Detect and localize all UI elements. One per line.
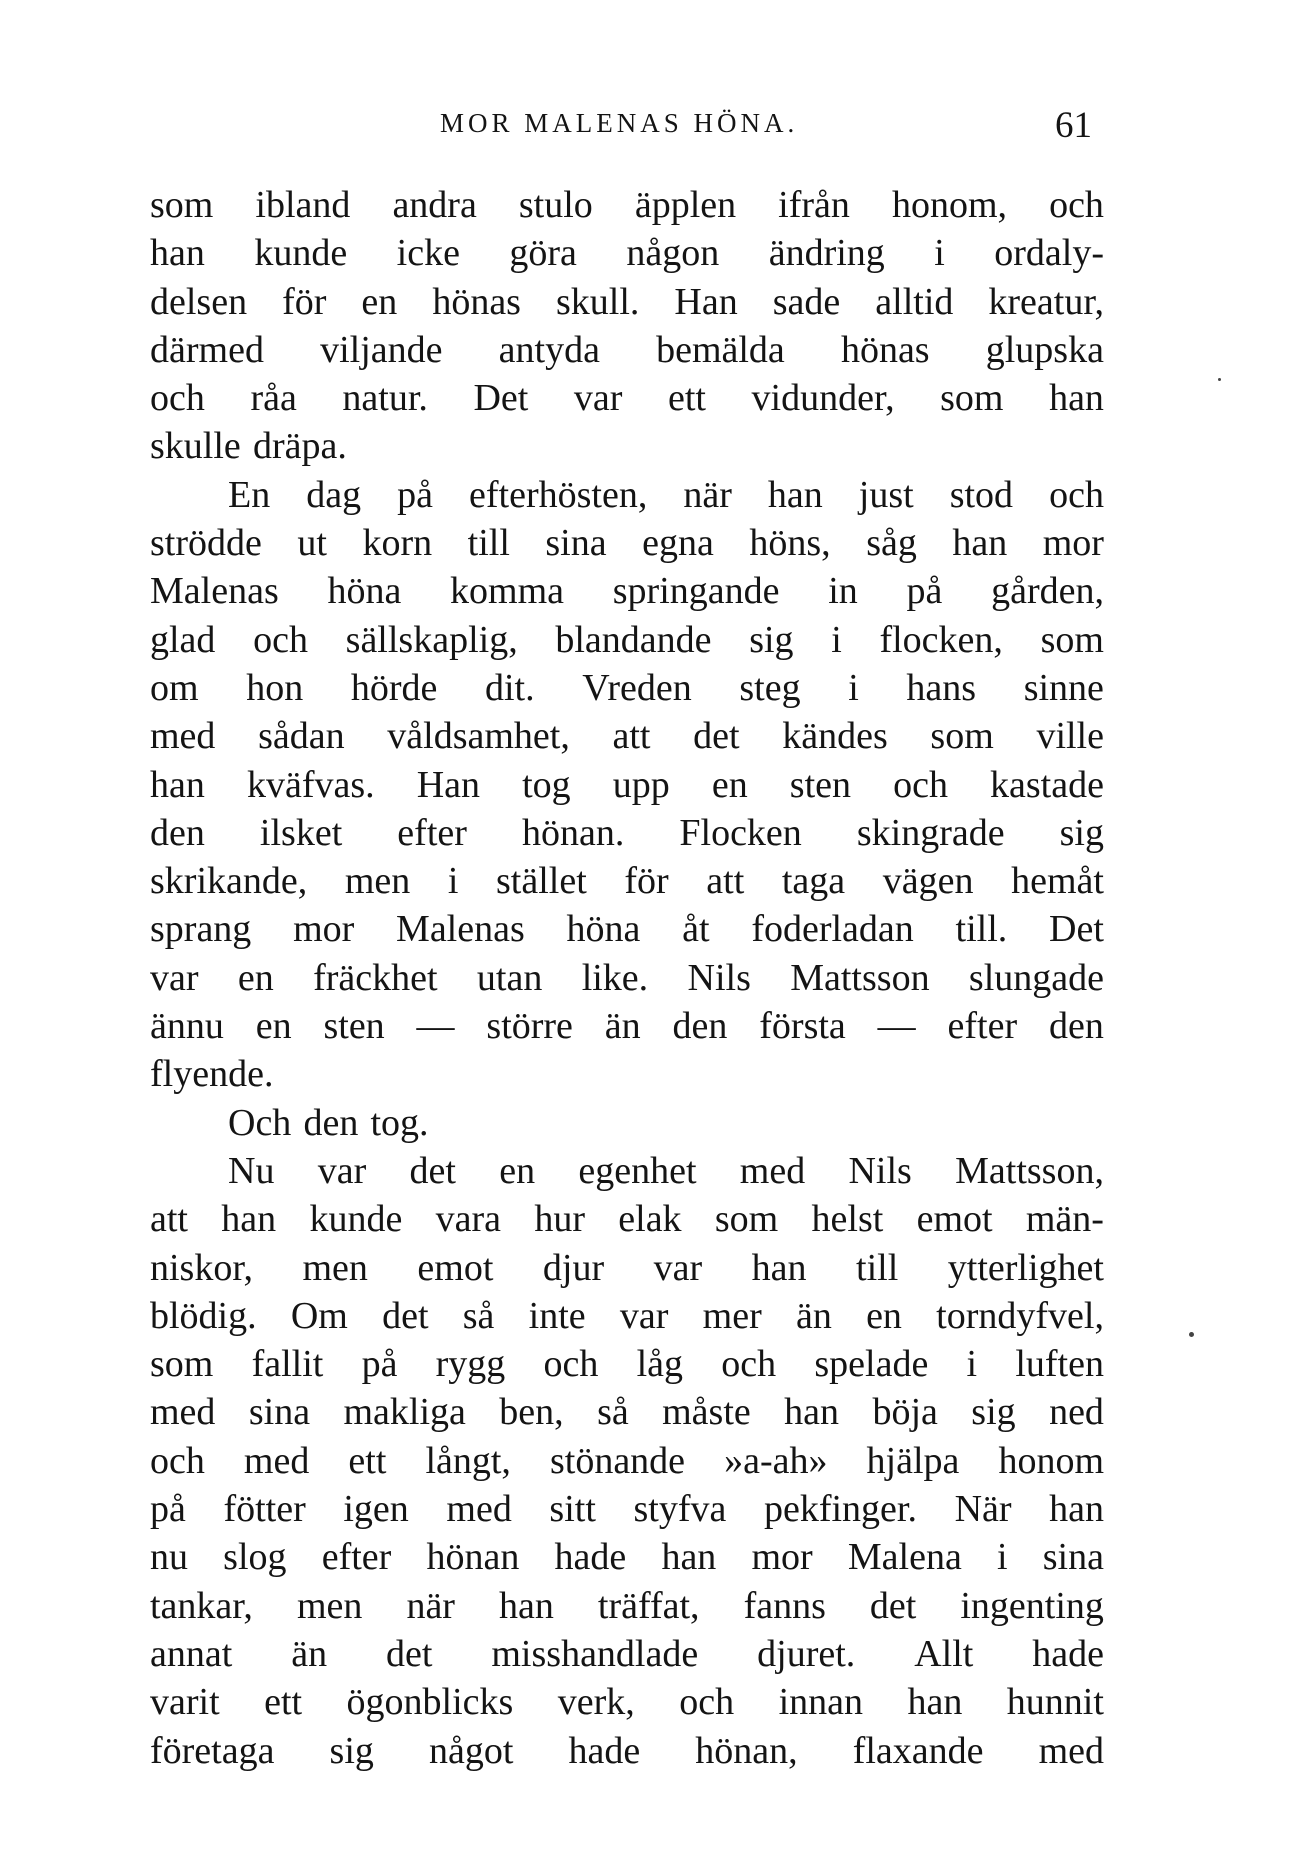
text-line: glad och sällskaplig, blandande sig i flocken, som bbox=[150, 618, 1104, 661]
running-head bbox=[0, 105, 1300, 148]
text-line: den ilsket efter hönan. Flocken skingrade sig bbox=[150, 811, 1104, 854]
print-speck bbox=[1189, 1332, 1194, 1337]
text-line: sprang mor Malenas höna åt foderladan till. Det bbox=[150, 908, 1104, 951]
body-text bbox=[150, 181, 1104, 1775]
text-line: med sina makliga ben, så måste han böja sig ned bbox=[150, 1391, 1104, 1434]
text-line: skrikande, men i stället för att taga vägen hemåt bbox=[150, 860, 1104, 903]
text-line: strödde ut korn till sina egna höns, såg han mor bbox=[150, 522, 1104, 565]
text-line: med sådan våldsamhet, att det kändes som ville bbox=[150, 715, 1104, 758]
text-line: Nu var det en egenhet med Nils Mattsson, bbox=[228, 1149, 1104, 1192]
text-line: Malenas höna komma springande in på gården, bbox=[150, 570, 1104, 613]
text-line: och råa natur. Det var ett vidunder, som han bbox=[150, 377, 1104, 420]
text-line: han kväfvas. Han tog upp en sten och kastade bbox=[150, 763, 1104, 806]
text-line: på fötter igen med sitt styfva pekfinger. När han bbox=[150, 1488, 1104, 1531]
running-title: MOR MALENAS HÖNA. bbox=[440, 108, 799, 138]
text-line: varit ett ögonblicks verk, och innan han hunnit bbox=[150, 1681, 1104, 1724]
text-line: Och den tog. bbox=[228, 1101, 429, 1144]
text-line: och med ett långt, stönande »a-ah» hjälpa honom bbox=[150, 1439, 1104, 1482]
text-line: nu slog efter hönan hade han mor Malena i sina bbox=[150, 1536, 1104, 1579]
text-line: därmed viljande antyda bemälda hönas glupska bbox=[150, 328, 1104, 371]
text-line: företaga sig något hade hönan, flaxande med bbox=[150, 1729, 1104, 1772]
text-line: han kunde icke göra någon ändring i ordaly- bbox=[150, 232, 1104, 275]
text-line: som fallit på rygg och låg och spelade i luften bbox=[150, 1343, 1104, 1386]
text-line: En dag på efterhösten, när han just stod och bbox=[228, 473, 1104, 516]
text-line: att han kunde vara hur elak som helst emot män- bbox=[150, 1198, 1104, 1241]
text-line: annat än det misshandlade djuret. Allt hade bbox=[150, 1632, 1104, 1675]
text-line: skulle dräpa. bbox=[150, 425, 347, 468]
text-line: ännu en sten — större än den första — efter den bbox=[150, 1005, 1104, 1048]
text-line: om hon hörde dit. Vreden steg i hans sinne bbox=[150, 666, 1104, 709]
text-line: tankar, men när han träffat, fanns det ingenting bbox=[150, 1584, 1104, 1627]
text-line: niskor, men emot djur var han till ytterlighet bbox=[150, 1246, 1104, 1289]
text-line: delsen för en hönas skull. Han sade alltid kreatur, bbox=[150, 280, 1104, 323]
text-line: som ibland andra stulo äpplen ifrån honom, och bbox=[150, 184, 1104, 226]
print-speck bbox=[1218, 378, 1221, 381]
page-number: 61 bbox=[1055, 105, 1092, 146]
text-line: blödig. Om det så inte var mer än en torndyfvel, bbox=[150, 1294, 1104, 1337]
text-line: flyende. bbox=[150, 1053, 274, 1096]
text-line: var en fräckhet utan like. Nils Mattsson slungade bbox=[150, 956, 1104, 999]
